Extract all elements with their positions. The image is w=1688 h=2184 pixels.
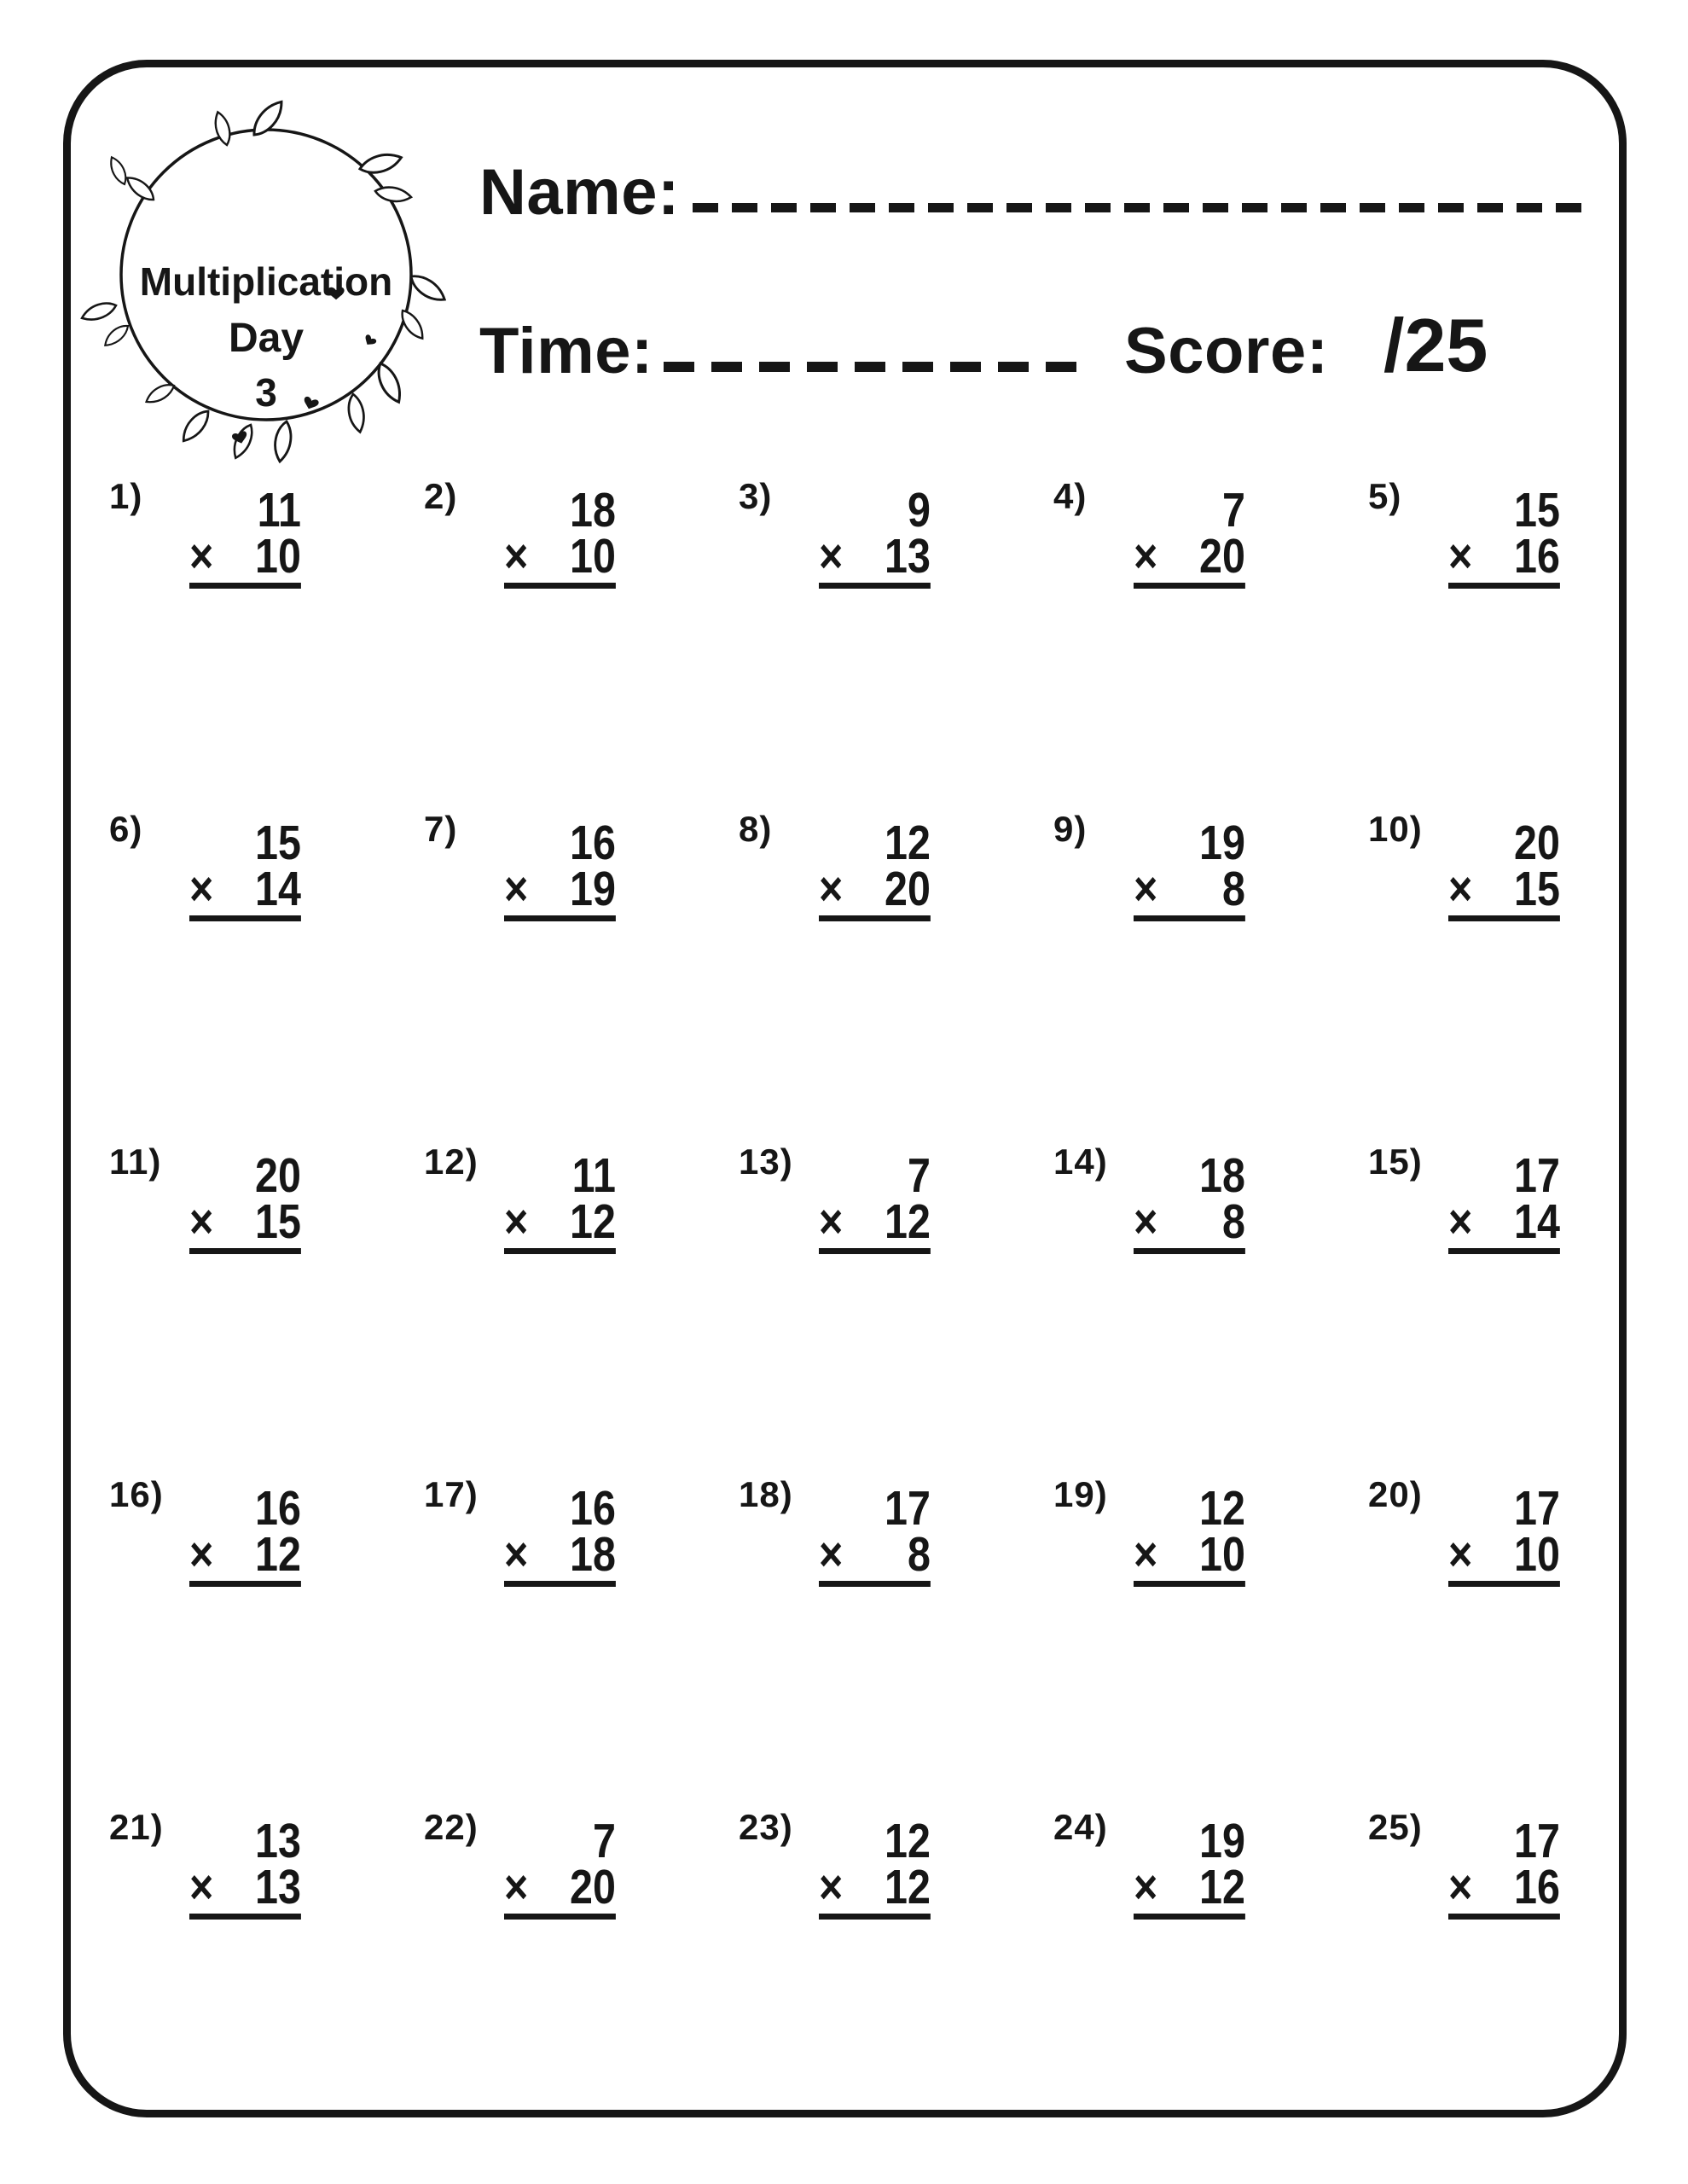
bottom-operand-row bbox=[189, 529, 301, 589]
problem-cell bbox=[109, 1464, 424, 1797]
multiply-icon: × bbox=[504, 1860, 529, 1914]
bottom-operand-row bbox=[1448, 1527, 1560, 1587]
top-operand: 7 bbox=[907, 1148, 931, 1203]
bottom-operand-row bbox=[504, 1860, 616, 1920]
bottom-operand: 19 bbox=[570, 862, 616, 916]
name-label: Name: bbox=[479, 156, 680, 229]
bottom-operand: 12 bbox=[570, 1194, 616, 1249]
problem-cell bbox=[109, 466, 424, 799]
problem-stack bbox=[1448, 1148, 1560, 1399]
answer-space[interactable] bbox=[819, 1254, 931, 1399]
problem-cell bbox=[739, 799, 1053, 1131]
multiply-icon: × bbox=[819, 1860, 844, 1914]
answer-space[interactable] bbox=[504, 921, 616, 1066]
problem-number: 11) bbox=[109, 1141, 162, 1182]
bottom-operand-row bbox=[1448, 529, 1560, 589]
problem-stack bbox=[819, 1814, 931, 2065]
bottom-operand: 14 bbox=[255, 862, 301, 916]
problem-number: 6) bbox=[109, 809, 143, 849]
answer-space[interactable] bbox=[189, 1920, 301, 2065]
problem-stack bbox=[1448, 483, 1560, 734]
problem-stack bbox=[819, 816, 931, 1066]
answer-space[interactable] bbox=[189, 921, 301, 1066]
bottom-operand-row bbox=[819, 529, 931, 589]
time-input-line[interactable] bbox=[664, 362, 1085, 372]
answer-space[interactable] bbox=[1134, 1587, 1245, 1732]
top-operand: 16 bbox=[255, 1481, 301, 1536]
multiply-icon: × bbox=[1134, 862, 1158, 916]
problem-cell bbox=[109, 1797, 424, 2129]
bottom-operand: 8 bbox=[907, 1527, 931, 1582]
top-operand: 16 bbox=[570, 1481, 616, 1536]
top-operand: 11 bbox=[571, 1148, 616, 1203]
bottom-operand: 10 bbox=[255, 529, 301, 584]
problem-cell bbox=[424, 1797, 739, 2129]
multiply-icon: × bbox=[819, 862, 844, 916]
bottom-operand: 20 bbox=[1199, 529, 1245, 584]
bottom-operand: 16 bbox=[1514, 529, 1560, 584]
problem-stack bbox=[819, 483, 931, 734]
bottom-operand-row bbox=[819, 1860, 931, 1920]
bottom-operand: 10 bbox=[570, 529, 616, 584]
problem-number: 21) bbox=[109, 1807, 164, 1847]
bottom-operand: 12 bbox=[885, 1194, 931, 1249]
answer-space[interactable] bbox=[1448, 589, 1560, 734]
top-operand: 15 bbox=[255, 816, 301, 870]
problem-number: 25) bbox=[1368, 1807, 1423, 1847]
problem-number: 19) bbox=[1053, 1474, 1108, 1514]
multiply-icon: × bbox=[189, 1527, 214, 1582]
top-operand: 20 bbox=[1514, 816, 1560, 870]
bottom-operand: 8 bbox=[1221, 862, 1245, 916]
multiply-icon: × bbox=[1134, 1527, 1158, 1582]
problem-stack bbox=[1134, 1148, 1245, 1399]
top-operand: 7 bbox=[1221, 483, 1245, 537]
answer-space[interactable] bbox=[504, 1254, 616, 1399]
top-operand: 18 bbox=[570, 483, 616, 537]
problem-cell bbox=[1053, 1131, 1368, 1464]
problem-stack bbox=[504, 483, 616, 734]
problem-number: 12) bbox=[424, 1141, 479, 1182]
problem-number: 18) bbox=[739, 1474, 793, 1514]
bottom-operand: 12 bbox=[885, 1860, 931, 1914]
problem-number: 1) bbox=[109, 476, 143, 516]
top-operand: 7 bbox=[592, 1814, 616, 1868]
answer-space[interactable] bbox=[189, 589, 301, 734]
multiply-icon: × bbox=[819, 529, 844, 584]
top-operand: 20 bbox=[255, 1148, 301, 1203]
bottom-operand-row bbox=[1448, 1194, 1560, 1254]
answer-space[interactable] bbox=[1448, 1254, 1560, 1399]
problem-cell bbox=[424, 466, 739, 799]
problem-cell bbox=[109, 799, 424, 1131]
problem-cell bbox=[1368, 799, 1683, 1131]
time-label: Time: bbox=[479, 315, 653, 387]
problem-cell bbox=[739, 1797, 1053, 2129]
problem-number: 5) bbox=[1368, 476, 1402, 516]
answer-space[interactable] bbox=[504, 1920, 616, 2065]
multiply-icon: × bbox=[504, 1527, 529, 1582]
multiply-icon: × bbox=[819, 1527, 844, 1582]
bottom-operand-row bbox=[504, 529, 616, 589]
multiply-icon: × bbox=[189, 1860, 214, 1914]
problem-stack bbox=[819, 1481, 931, 1732]
bottom-operand-row bbox=[504, 1527, 616, 1587]
score-label: Score: bbox=[1124, 315, 1329, 387]
top-operand: 15 bbox=[1514, 483, 1560, 537]
problem-stack bbox=[189, 1814, 301, 2065]
logo-title: Multiplication bbox=[139, 259, 393, 304]
top-operand: 19 bbox=[1199, 1814, 1245, 1868]
multiply-icon: × bbox=[1448, 1527, 1473, 1582]
top-operand: 11 bbox=[257, 483, 301, 537]
answer-space[interactable] bbox=[1134, 921, 1245, 1066]
problem-number: 9) bbox=[1053, 809, 1088, 849]
bottom-operand: 8 bbox=[1221, 1194, 1245, 1249]
bottom-operand: 20 bbox=[570, 1860, 616, 1914]
answer-space[interactable] bbox=[189, 1254, 301, 1399]
bottom-operand: 12 bbox=[1199, 1860, 1245, 1914]
bottom-operand: 15 bbox=[255, 1194, 301, 1249]
multiply-icon: × bbox=[189, 862, 214, 916]
multiply-icon: × bbox=[1448, 862, 1473, 916]
problem-stack bbox=[504, 1148, 616, 1399]
multiply-icon: × bbox=[1134, 529, 1158, 584]
bottom-operand-row bbox=[819, 1527, 931, 1587]
bottom-operand-row bbox=[819, 1194, 931, 1254]
multiply-icon: × bbox=[504, 1194, 529, 1249]
bottom-operand-row bbox=[1448, 1860, 1560, 1920]
problem-cell bbox=[424, 799, 739, 1131]
top-operand: 17 bbox=[1514, 1481, 1560, 1536]
problem-stack bbox=[819, 1148, 931, 1399]
problem-number: 20) bbox=[1368, 1474, 1423, 1514]
bottom-operand-row bbox=[189, 1527, 301, 1587]
bottom-operand: 15 bbox=[1514, 862, 1560, 916]
top-operand: 17 bbox=[885, 1481, 931, 1536]
problem-number: 8) bbox=[739, 809, 773, 849]
bottom-operand-row bbox=[1134, 1527, 1245, 1587]
problem-stack bbox=[189, 1148, 301, 1399]
multiply-icon: × bbox=[1448, 529, 1473, 584]
problem-cell bbox=[1368, 466, 1683, 799]
bottom-operand: 12 bbox=[255, 1527, 301, 1582]
answer-space[interactable] bbox=[504, 589, 616, 734]
top-operand: 12 bbox=[1199, 1481, 1245, 1536]
problem-number: 7) bbox=[424, 809, 458, 849]
answer-space[interactable] bbox=[819, 1920, 931, 2065]
answer-space[interactable] bbox=[1134, 1920, 1245, 2065]
bottom-operand-row bbox=[189, 1860, 301, 1920]
answer-space[interactable] bbox=[1134, 589, 1245, 734]
problem-number: 10) bbox=[1368, 809, 1423, 849]
top-operand: 18 bbox=[1199, 1148, 1245, 1203]
problem-number: 16) bbox=[109, 1474, 164, 1514]
problem-number: 22) bbox=[424, 1807, 479, 1847]
top-operand: 9 bbox=[907, 483, 931, 537]
problem-cell bbox=[1053, 466, 1368, 799]
bottom-operand-row bbox=[189, 1194, 301, 1254]
problem-stack bbox=[1448, 1814, 1560, 2065]
problem-stack bbox=[1134, 483, 1245, 734]
problem-cell bbox=[1053, 799, 1368, 1131]
problem-cell bbox=[424, 1464, 739, 1797]
problem-stack bbox=[189, 483, 301, 734]
top-operand: 19 bbox=[1199, 816, 1245, 870]
problem-stack bbox=[1134, 816, 1245, 1066]
answer-space[interactable] bbox=[819, 589, 931, 734]
bottom-operand: 16 bbox=[1514, 1860, 1560, 1914]
top-operand: 17 bbox=[1514, 1148, 1560, 1203]
top-operand: 12 bbox=[885, 1814, 931, 1868]
problem-number: 17) bbox=[424, 1474, 479, 1514]
problem-cell bbox=[1368, 1464, 1683, 1797]
problem-cell bbox=[739, 466, 1053, 799]
bottom-operand-row bbox=[1134, 1194, 1245, 1254]
multiply-icon: × bbox=[504, 529, 529, 584]
problem-stack bbox=[189, 1481, 301, 1732]
top-operand: 16 bbox=[570, 816, 616, 870]
problem-cell bbox=[424, 1131, 739, 1464]
multiply-icon: × bbox=[1448, 1194, 1473, 1249]
bottom-operand: 20 bbox=[885, 862, 931, 916]
bottom-operand-row bbox=[189, 862, 301, 921]
multiply-icon: × bbox=[504, 862, 529, 916]
problem-stack bbox=[1134, 1481, 1245, 1732]
bottom-operand-row bbox=[504, 1194, 616, 1254]
problem-cell bbox=[1053, 1797, 1368, 2129]
problem-number: 14) bbox=[1053, 1141, 1108, 1182]
multiply-icon: × bbox=[819, 1194, 844, 1249]
wreath-icon bbox=[72, 82, 464, 468]
problem-number: 13) bbox=[739, 1141, 793, 1182]
bottom-operand-row bbox=[1448, 862, 1560, 921]
top-operand: 12 bbox=[885, 816, 931, 870]
answer-space[interactable] bbox=[1448, 921, 1560, 1066]
problem-number: 4) bbox=[1053, 476, 1088, 516]
problem-cell bbox=[739, 1464, 1053, 1797]
bottom-operand: 10 bbox=[1514, 1527, 1560, 1582]
score-value: /25 bbox=[1383, 303, 1488, 387]
multiply-icon: × bbox=[1134, 1860, 1158, 1914]
answer-space[interactable] bbox=[1448, 1587, 1560, 1732]
bottom-operand: 13 bbox=[255, 1860, 301, 1914]
bottom-operand-row bbox=[504, 862, 616, 921]
problem-stack bbox=[504, 1814, 616, 2065]
top-operand: 13 bbox=[255, 1814, 301, 1868]
problem-stack bbox=[1134, 1814, 1245, 2065]
name-input-line[interactable] bbox=[693, 203, 1595, 212]
logo-subtitle: Day bbox=[228, 316, 305, 361]
problem-cell bbox=[1368, 1797, 1683, 2129]
problem-cell bbox=[1053, 1464, 1368, 1797]
bottom-operand-row bbox=[819, 862, 931, 921]
bottom-operand: 18 bbox=[570, 1527, 616, 1582]
problem-stack bbox=[504, 816, 616, 1066]
problem-cell bbox=[109, 1131, 424, 1464]
answer-space[interactable] bbox=[819, 921, 931, 1066]
problem-cell bbox=[1368, 1131, 1683, 1464]
problem-stack bbox=[1448, 816, 1560, 1066]
logo-day-number: 3 bbox=[255, 370, 277, 415]
answer-space[interactable] bbox=[1134, 1254, 1245, 1399]
answer-space[interactable] bbox=[504, 1587, 616, 1732]
problems-grid bbox=[109, 466, 1683, 2129]
answer-space[interactable] bbox=[1448, 1920, 1560, 2065]
problem-stack bbox=[504, 1481, 616, 1732]
multiply-icon: × bbox=[189, 529, 214, 584]
multiply-icon: × bbox=[1448, 1860, 1473, 1914]
problem-cell bbox=[739, 1131, 1053, 1464]
multiply-icon: × bbox=[189, 1194, 214, 1249]
problem-stack bbox=[189, 816, 301, 1066]
problem-number: 2) bbox=[424, 476, 458, 516]
answer-space[interactable] bbox=[819, 1587, 931, 1732]
problem-stack bbox=[1448, 1481, 1560, 1732]
bottom-operand-row bbox=[1134, 1860, 1245, 1920]
bottom-operand: 14 bbox=[1514, 1194, 1560, 1249]
problem-number: 23) bbox=[739, 1807, 793, 1847]
bottom-operand: 10 bbox=[1199, 1527, 1245, 1582]
multiply-icon: × bbox=[1134, 1194, 1158, 1249]
problem-number: 15) bbox=[1368, 1141, 1423, 1182]
answer-space[interactable] bbox=[189, 1587, 301, 1732]
top-operand: 17 bbox=[1514, 1814, 1560, 1868]
problem-number: 24) bbox=[1053, 1807, 1108, 1847]
bottom-operand: 13 bbox=[885, 529, 931, 584]
bottom-operand-row bbox=[1134, 529, 1245, 589]
bottom-operand-row bbox=[1134, 862, 1245, 921]
problem-number: 3) bbox=[739, 476, 773, 516]
logo-wreath bbox=[72, 82, 464, 468]
